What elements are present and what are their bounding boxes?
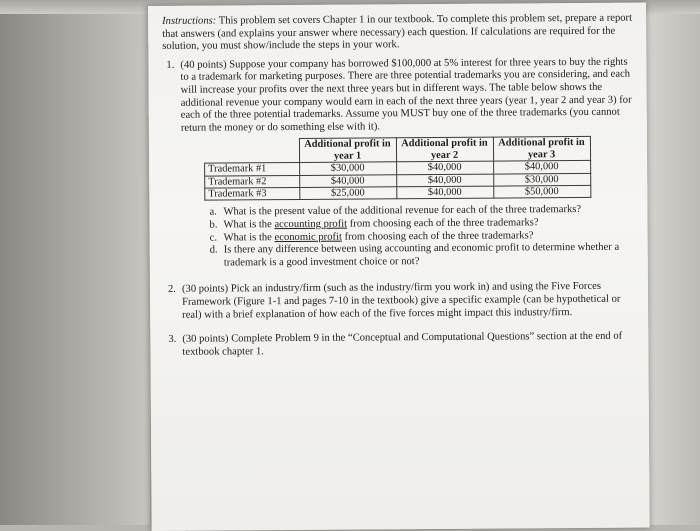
- paper-sheet: [148, 3, 650, 531]
- table-row: [205, 185, 591, 200]
- question-2: [167, 281, 634, 322]
- subquestion-text-end: from choosing each of the three trademarks?: [341, 229, 534, 243]
- subquestion-d: [209, 241, 634, 270]
- question-text: (40 points) Suppose your company has borrowed $100,000 at 5% interest for three years to buy the rights to a trademark for marketing purposes. There are three potential trademarks you are considering, and each will increase your profits over the next three years but in different ways. The table below shows the additional revenue your company would earn in each of the next three years (year 1, year 2 and year 3) for each of the three potential trademarks. Assume you MUST buy one of the three trademarks (you cannot return the money or do something else with it).: [180, 56, 632, 134]
- subquestion-text: What is the: [223, 219, 275, 231]
- table-cell: $40,000: [396, 186, 493, 199]
- table-cell: $40,000: [493, 161, 590, 174]
- table-corner-cell: [204, 139, 299, 163]
- table-header-year-2: Additional profit in year 2: [396, 137, 493, 161]
- underlined-term: accounting profit: [274, 218, 348, 231]
- table-header-year-1: Additional profit in year 1: [299, 138, 396, 162]
- instructions-paragraph: [162, 13, 632, 54]
- subquestion-letter: c.: [209, 232, 218, 244]
- underlined-term: economic profit: [274, 231, 342, 243]
- row-label: Trademark #2: [205, 175, 300, 188]
- table-cell: $25,000: [299, 187, 396, 200]
- subquestion-letter: b.: [209, 219, 218, 231]
- table-cell: $50,000: [493, 185, 590, 198]
- table-cell: $40,000: [396, 174, 493, 187]
- row-label: Trademark #1: [205, 163, 300, 176]
- instructions-text: This problem set covers Chapter 1 in our textbook. To complete this problem set, prepare a report that answers (and explains your answer where necessary) each question. If calculations are required for the solution, you must show/include the steps in your work.: [162, 12, 633, 53]
- row-label: Trademark #3: [205, 187, 300, 200]
- table-cell: $30,000: [299, 162, 396, 175]
- table-cell: $30,000: [493, 173, 590, 186]
- question-number: 1.: [166, 59, 175, 71]
- question-text: (30 points) Pick an industry/firm (such as the industry/firm you work in) and using the Five Forces Framework (Figure 1-1 and pages 7-10 in the textbook) give a specific example (can be hypothetical or real) with a brief explanation of how each of the five forces might impact this industry/firm.: [181, 281, 621, 321]
- background-left: [0, 0, 150, 525]
- table-cell: $40,000: [396, 161, 493, 174]
- subquestion-list: [181, 204, 633, 270]
- subquestion-letter: a.: [209, 206, 217, 218]
- question-3: [168, 330, 634, 359]
- subquestion-text: What is the: [223, 231, 275, 244]
- subquestion-text: Is there any difference between using accounting and economic profit to determine whether a trademark is a good investment choice or not?: [223, 241, 620, 269]
- question-text: (30 points) Complete Problem 9 in the “Conceptual and Computational Questions” section at the end of textbook chapter 1.: [182, 330, 623, 358]
- subquestion-text: What is the present value of the additional revenue for each of the three trademarks?: [223, 204, 582, 218]
- subquestion-text-end: from choosing each of the three trademarks?: [347, 217, 539, 230]
- table-cell: $40,000: [299, 174, 396, 187]
- question-1: [166, 56, 633, 270]
- table-header-row: [204, 137, 590, 164]
- table-header-year-3: Additional profit in year 3: [493, 137, 590, 161]
- question-number: 2.: [167, 284, 176, 296]
- profit-table: [204, 136, 591, 201]
- document-content: [162, 13, 634, 360]
- question-number: 3.: [168, 333, 177, 345]
- instructions-lead: Instructions:: [162, 15, 217, 27]
- subquestion-letter: d.: [209, 244, 218, 256]
